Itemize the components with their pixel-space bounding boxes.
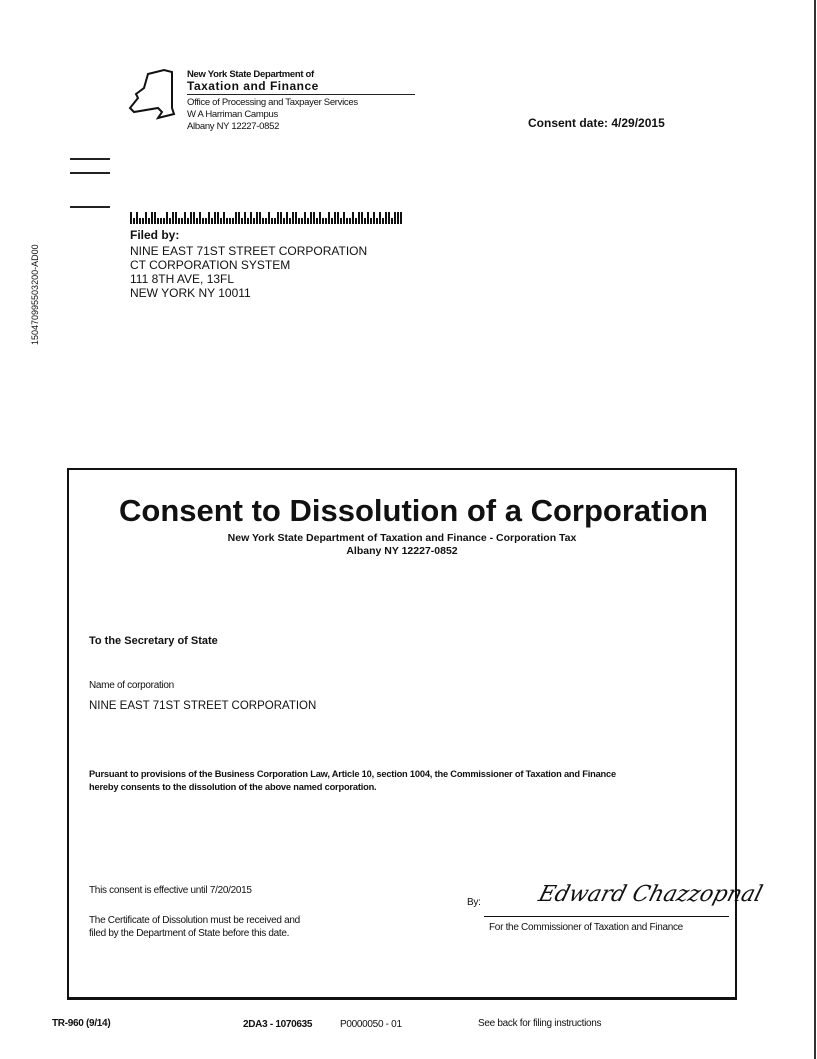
barcode-bar: [160, 218, 162, 224]
filed-by-address: [130, 244, 367, 300]
barcode-bar: [202, 218, 204, 224]
barcode-bar: [139, 218, 141, 224]
barcode-bar: [145, 212, 147, 224]
barcode-bar: [355, 218, 357, 224]
barcode-bar: [367, 212, 369, 224]
barcode-bar: [277, 212, 279, 224]
registration-mark: [70, 206, 110, 208]
barcode-bar: [130, 212, 132, 224]
barcode-bar: [337, 212, 339, 224]
barcode-bar: [187, 218, 189, 224]
barcode-bar: [136, 212, 138, 224]
barcode-bar: [364, 218, 366, 224]
barcode-bar: [238, 212, 240, 224]
signature-line: [484, 916, 729, 917]
barcode-bar: [265, 218, 267, 224]
pursuant-text-1: Pursuant to provisions of the Business Corporation Law, Article 10, section 1004, the Commissioner of Taxation and Finance: [89, 769, 616, 779]
barcode-bar: [271, 218, 273, 224]
barcode-bar: [292, 212, 294, 224]
barcode-bar: [193, 212, 195, 224]
barcode-bar: [259, 212, 261, 224]
form-number: TR-960 (9/14): [52, 1018, 111, 1029]
barcode-bar: [166, 212, 168, 224]
form-subtitle: New York State Department of Taxation and Finance - Corporation Tax: [227, 532, 577, 544]
campus: W A Harriman Campus: [187, 109, 278, 120]
barcode-bar: [223, 212, 225, 224]
barcode-bar: [235, 212, 237, 224]
barcode-bar: [181, 218, 183, 224]
corp-name-label: Name of corporation: [89, 680, 174, 691]
barcode-bar: [241, 218, 243, 224]
barcode-bar: [256, 212, 258, 224]
side-code: 150470995503200-AD00: [30, 244, 40, 345]
scan-edge: [814, 0, 816, 1059]
registration-mark: [70, 172, 110, 174]
address-line: NINE EAST 71ST STREET CORPORATION: [130, 244, 368, 258]
corp-name-value: NINE EAST 71ST STREET CORPORATION: [89, 700, 317, 712]
barcode-bar: [250, 212, 252, 224]
barcode-bar: [382, 218, 384, 224]
by-label: By:: [467, 897, 481, 908]
barcode-bar: [349, 218, 351, 224]
address-line: 111 8TH AVE, 13FL: [130, 272, 235, 286]
barcode-bar: [286, 212, 288, 224]
barcode-bar: [373, 212, 375, 224]
barcode-bar: [244, 212, 246, 224]
reference-1: 2DA3 - 1070635: [243, 1019, 313, 1030]
barcode-bar: [232, 218, 234, 224]
barcode-bar: [262, 218, 264, 224]
barcode-bar: [220, 218, 222, 224]
commissioner-caption: For the Commissioner of Taxation and Finance: [489, 922, 683, 933]
barcode-bar: [229, 218, 231, 224]
barcode-bar: [343, 212, 345, 224]
barcode-bar: [388, 212, 390, 224]
barcode-bar: [352, 212, 354, 224]
effective-until: This consent is effective until 7/20/2015: [89, 885, 252, 896]
barcode-bar: [361, 212, 363, 224]
barcode-bar: [295, 212, 297, 224]
barcode-bar: [217, 212, 219, 224]
barcode-bar: [334, 212, 336, 224]
consent-date: [528, 117, 665, 131]
barcode-bar: [211, 218, 213, 224]
barcode-bar: [301, 218, 303, 224]
filing-instructions-note: See back for filing instructions: [478, 1018, 602, 1029]
form-subtitle-2: Albany NY 12227-0852: [346, 545, 458, 557]
barcode-bar: [379, 212, 381, 224]
barcode-bar: [316, 218, 318, 224]
barcode-bar: [157, 218, 159, 224]
barcode-bar: [172, 212, 174, 224]
barcode-bar: [391, 218, 393, 224]
registration-mark: [70, 158, 110, 160]
certificate-note-2: filed by the Department of State before this date.: [89, 928, 290, 939]
barcode-bar: [340, 218, 342, 224]
dept-line1: New York State Department of: [187, 69, 314, 80]
barcode-bar: [280, 212, 282, 224]
barcode-bar: [268, 212, 270, 224]
city: Albany NY 12227-0852: [187, 121, 280, 132]
address-line: NEW YORK NY 10011: [130, 286, 251, 300]
barcode-bar: [205, 218, 207, 224]
barcode-bar: [226, 218, 228, 224]
dept-line2: Taxation and Finance: [187, 79, 319, 93]
reference-2: P0000050 - 01: [340, 1019, 402, 1030]
barcode-bar: [307, 218, 309, 224]
barcode-bar: [322, 218, 324, 224]
barcode-bar: [148, 218, 150, 224]
consent-date-label: Consent date:: [528, 116, 609, 130]
barcode-bar: [397, 212, 399, 224]
filed-by-label: Filed by:: [130, 228, 180, 242]
consent-date-value: 4/29/2015: [611, 116, 665, 130]
barcode-bar: [163, 218, 165, 224]
barcode-bar: [346, 218, 348, 224]
nys-map-logo-icon: [128, 68, 178, 120]
barcode-bar: [274, 218, 276, 224]
barcode-bar: [253, 218, 255, 224]
address-line: CT CORPORATION SYSTEM: [130, 258, 291, 272]
barcode-bar: [385, 212, 387, 224]
header-rule: [187, 94, 415, 95]
barcode-bar: [394, 212, 396, 224]
barcode-bar: [298, 218, 300, 224]
to-secretary: To the Secretary of State: [89, 635, 218, 647]
barcode-bar: [310, 212, 312, 224]
signature: Edward Chazzopnal: [535, 882, 766, 907]
barcode-bar: [196, 218, 198, 224]
consent-form-box: [67, 468, 766, 1000]
barcode-bar: [184, 212, 186, 224]
barcode-bar: [376, 218, 378, 224]
barcode-bar: [190, 212, 192, 224]
barcode-bar: [313, 212, 315, 224]
barcode-bar: [214, 212, 216, 224]
barcode-bar: [319, 212, 321, 224]
barcode-bar: [325, 218, 327, 224]
barcode-bar: [358, 212, 360, 224]
barcode-bar: [328, 212, 330, 224]
barcode-bar: [283, 218, 285, 224]
barcode-bar: [175, 212, 177, 224]
barcode-bar: [400, 212, 402, 224]
barcode-bar: [169, 218, 171, 224]
barcode-bar: [247, 218, 249, 224]
form-title: Consent to Dissolution of a Corporation: [119, 493, 708, 528]
barcode-bar: [289, 218, 291, 224]
barcode-bar: [151, 212, 153, 224]
barcode-bar: [304, 212, 306, 224]
barcode-bar: [199, 212, 201, 224]
barcode-bar: [208, 212, 210, 224]
barcode-bar: [331, 218, 333, 224]
office-name: Office of Processing and Taxpayer Services: [187, 97, 358, 108]
certificate-note-1: The Certificate of Dissolution must be received and: [89, 915, 300, 926]
barcode-bar: [370, 218, 372, 224]
barcode-bar: [178, 218, 180, 224]
barcode-bar: [142, 218, 144, 224]
pursuant-text-2: hereby consents to the dissolution of the above named corporation.: [89, 782, 377, 792]
postal-barcode: [130, 212, 420, 224]
barcode-bar: [154, 212, 156, 224]
barcode-bar: [133, 218, 135, 224]
